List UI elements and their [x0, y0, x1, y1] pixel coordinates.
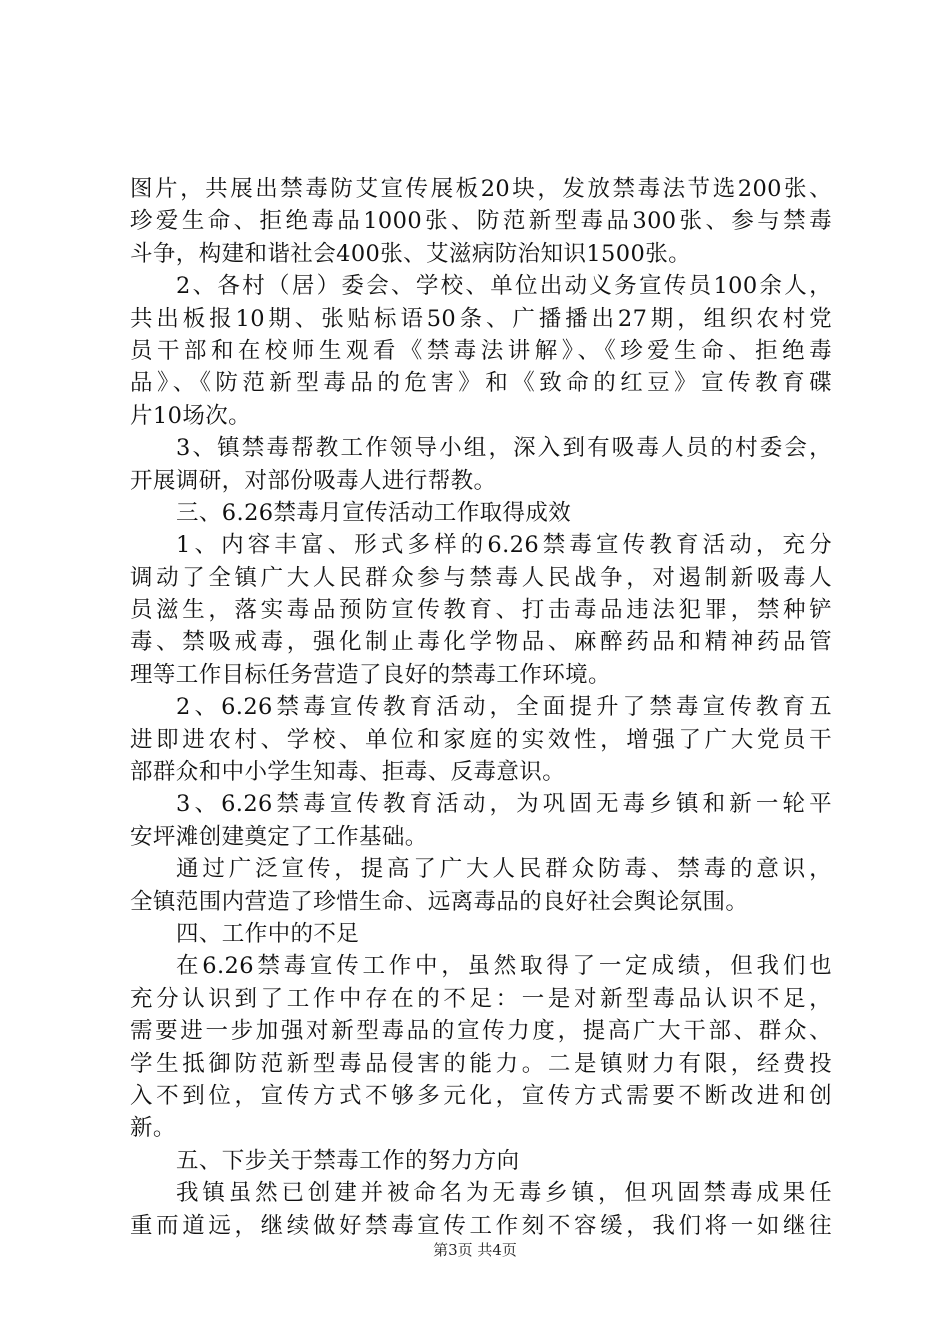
text-line: 片10场次。 — [130, 402, 252, 429]
text-line: 安坪滩创建奠定了工作基础。 — [130, 823, 428, 850]
text-line: 3、6.26禁毒宣传教育活动，为巩固无毒乡镇和新一轮平 — [176, 791, 832, 818]
text-line: 四、工作中的不足 — [176, 920, 360, 947]
text-line: 品》、《防范新型毒品的危害》和《致命的红豆》宣传教育碟 — [130, 370, 832, 397]
text-line: 三、6.26禁毒月宣传活动工作取得成效 — [176, 499, 572, 526]
text-line: 充分认识到了工作中存在的不足：一是对新型毒品认识不足， — [130, 985, 832, 1012]
text-line: 2、6.26禁毒宣传教育活动，全面提升了禁毒宣传教育五 — [176, 694, 832, 721]
text-line: 开展调研，对部份吸毒人进行帮教。 — [130, 467, 497, 494]
text-line: 共出板报10期、张贴标语50条、广播播出27期，组织农村党 — [130, 305, 832, 332]
text-line: 五、下步关于禁毒工作的努力方向 — [176, 1147, 520, 1174]
text-line: 入不到位，宣传方式不够多元化，宣传方式需要不断改进和创 — [130, 1082, 832, 1109]
text-line: 在6.26禁毒宣传工作中，虽然取得了一定成绩，但我们也 — [176, 953, 832, 980]
text-line: 调动了全镇广大人民群众参与禁毒人民战争，对遏制新吸毒人 — [130, 564, 832, 591]
text-line: 通过广泛宣传，提高了广大人民群众防毒、禁毒的意识， — [176, 856, 832, 883]
text-line: 1、内容丰富、形式多样的6.26禁毒宣传教育活动，充分 — [176, 532, 832, 559]
text-line: 2、各村（居）委会、学校、单位出动义务宣传员100余人， — [176, 273, 832, 300]
text-line: 新。 — [130, 1115, 176, 1142]
page-footer: 第3页 共4页 — [433, 1241, 517, 1259]
text-line: 图片，共展出禁毒防艾宣传展板20块，发放禁毒法节选200张、 — [130, 176, 832, 202]
text-line: 部群众和中小学生知毒、拒毒、反毒意识。 — [130, 759, 566, 786]
text-line: 进即进农村、学校、单位和家庭的实效性，增强了广大党员干 — [130, 726, 832, 753]
text-line: 理等工作目标任务营造了良好的禁毒工作环境。 — [130, 661, 611, 688]
document-body — [130, 173, 832, 1242]
text-line: 学生抵御防范新型毒品侵害的能力。二是镇财力有限，经费投 — [130, 1050, 832, 1077]
text-line: 需要进一步加强对新型毒品的宣传力度，提高广大干部、群众、 — [130, 1018, 832, 1045]
text-line: 全镇范围内营造了珍惜生命、远离毒品的良好社会舆论氛围。 — [130, 888, 749, 915]
text-line: 我镇虽然已创建并被命名为无毒乡镇，但巩固禁毒成果任 — [176, 1180, 832, 1207]
text-line: 斗争，构建和谐社会400张、艾滋病防治知识1500张。 — [130, 240, 692, 267]
text-line: 毒、禁吸戒毒，强化制止毒化学物品、麻醉药品和精神药品管 — [130, 629, 832, 656]
text-line: 珍爱生命、拒绝毒品1000张、防范新型毒品300张、参与禁毒 — [130, 208, 832, 235]
text-line: 员滋生，落实毒品预防宣传教育、打击毒品违法犯罪，禁种铲 — [130, 597, 832, 624]
text-line: 员干部和在校师生观看《禁毒法讲解》、《珍爱生命、拒绝毒 — [130, 337, 832, 364]
text-line: 重而道远，继续做好禁毒宣传工作刻不容缓，我们将一如继往 — [130, 1212, 832, 1239]
text-line: 3、镇禁毒帮教工作领导小组，深入到有吸毒人员的村委会， — [176, 435, 832, 462]
